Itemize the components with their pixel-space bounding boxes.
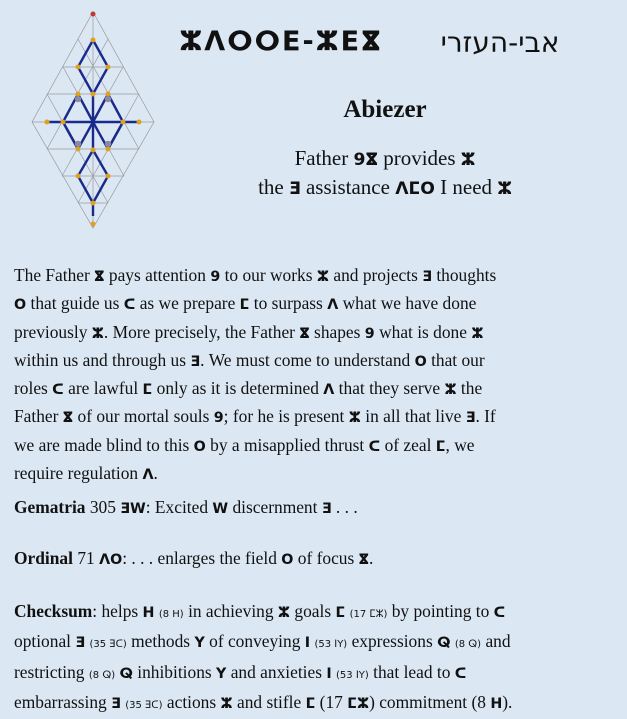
checksum-line (14, 598, 619, 628)
text: inhibitions (137, 661, 212, 682)
paleo-glyph: H (142, 605, 155, 621)
text: within us and through us (14, 349, 186, 370)
ordinal-number: 71 (77, 548, 95, 568)
paleo-glyph: 9ⴵ (353, 150, 378, 170)
commentary-paragraph (14, 262, 614, 488)
paleo-glyph: ⵣ (471, 325, 484, 342)
paleo-glyph: ⴷO (99, 552, 123, 568)
text: actions (166, 691, 217, 712)
paleo-glyph: ⵣ (91, 325, 104, 342)
note: (8 ⵕ) (454, 639, 482, 651)
text: . (368, 548, 374, 568)
text: and stifle (236, 691, 302, 712)
text: only as it is determined (156, 378, 319, 399)
paleo-glyph: ⴺ (288, 179, 301, 199)
paleo-glyph: ⴺW (120, 501, 146, 517)
paleo-glyph: ⴷ (142, 467, 154, 484)
paleo-glyph: ⴺ (111, 695, 121, 712)
paleo-glyph: ⵣ (460, 150, 476, 170)
text: and anxieties (230, 661, 322, 682)
text: by pointing to (391, 601, 490, 621)
paleo-glyph: O (414, 353, 427, 370)
text: embarrassing (14, 691, 107, 712)
tagline (160, 145, 610, 203)
gematria-label: Gematria (14, 497, 86, 517)
text: , we (445, 434, 475, 455)
paleo-glyph: ⵕ (119, 665, 133, 682)
paleo-glyph: ⴵ (299, 325, 310, 342)
checksum-line (14, 659, 619, 689)
paleo-glyph: ⵏ (326, 665, 332, 682)
paleo-glyph: ⵎ (435, 438, 446, 455)
paragraph-line (14, 347, 614, 375)
paleo-glyph: ⵣ (316, 269, 329, 285)
paleo-glyph: ⴺ (422, 269, 432, 285)
paleo-glyph: ⴺ (75, 635, 86, 652)
text: what is done (379, 321, 467, 342)
checksum-section (14, 598, 619, 719)
checksum-label: Checksum (14, 601, 93, 621)
paleo-glyph: ⵣ (497, 179, 512, 199)
hebrew-title: אבי-העזרי (440, 26, 560, 59)
paleo-glyph: ⴵ (62, 410, 74, 427)
text: The Father (14, 265, 90, 285)
text: roles (14, 378, 48, 399)
text: in achieving (188, 601, 274, 621)
paleo-glyph: ⴵ (358, 552, 369, 568)
text: the (460, 378, 483, 399)
paleo-glyph: ᑕ (123, 297, 136, 314)
text: are lawful (68, 378, 139, 399)
text: of our mortal souls (77, 406, 210, 427)
name-title: Abiezer (343, 96, 427, 123)
paleo-glyph: ⵣ (444, 382, 457, 399)
ordinal-section (14, 545, 619, 573)
text: : . . . enlarges the field (122, 548, 277, 568)
text: ; for he is present (223, 406, 345, 427)
paleo-glyph: 9 (364, 325, 375, 342)
text: what we have done (342, 293, 477, 314)
text: . (153, 463, 158, 484)
paleo-glyph: Y (216, 665, 227, 682)
paleo-glyph: ⴵ (94, 269, 105, 285)
text: Father (294, 146, 349, 170)
text: . More precisely, the Father (103, 321, 295, 342)
paleo-glyph: ⵏ (304, 635, 311, 652)
paleo-glyph: ⴺ (465, 410, 476, 427)
text: . . . (335, 497, 358, 517)
text: the (258, 175, 284, 199)
paleo-glyph: W (212, 501, 229, 517)
text: Father (14, 406, 59, 427)
text: : Excited (145, 497, 209, 517)
text: in all that live (365, 406, 462, 427)
text: optional (14, 631, 71, 652)
paragraph-line (14, 290, 614, 318)
paragraph-line (14, 432, 614, 460)
paleo-glyph: ⵎ (305, 695, 316, 712)
paleo-glyph: ᑕ (454, 665, 467, 682)
text: previously (14, 321, 88, 342)
paleo-glyph: ᑕ (52, 382, 64, 399)
paleo-glyph: ⴷ (323, 382, 335, 399)
diamond-lattice-diagram (30, 10, 156, 230)
paleo-glyph: H (490, 695, 503, 712)
paragraph-line (14, 262, 614, 290)
text: by a misapplied thrust (210, 434, 365, 455)
text: pays attention (108, 265, 206, 285)
paleo-glyph: ⴺ (190, 353, 201, 370)
note: (35 ⴺᑕ) (125, 699, 163, 711)
paleo-glyph: O (281, 552, 294, 568)
paleo-glyph: ⴷⵎO (395, 179, 435, 199)
text: to surpass (253, 293, 323, 314)
text: shapes (314, 321, 361, 342)
tagline-line-2 (160, 174, 610, 203)
paleo-glyph: O (14, 297, 27, 314)
paleo-glyph: ⵎ (142, 382, 153, 399)
text: to our works (224, 265, 313, 285)
note: (8 H) (158, 609, 184, 620)
gematria-section (14, 494, 619, 522)
paleo-glyph: ᑕ (368, 438, 381, 455)
paleo-glyph: ⵎ (335, 605, 346, 621)
paragraph-line (14, 319, 614, 347)
text: of conveying (209, 631, 301, 652)
paleo-glyph: ⵕ (437, 635, 451, 652)
text: (17 (319, 691, 343, 712)
text: we are made blind to this (14, 434, 190, 455)
note: (53 ⵏY) (314, 639, 348, 651)
text: as we prepare (139, 293, 236, 314)
text: thoughts (436, 265, 497, 285)
paleo-glyph: ⵎ (239, 297, 250, 314)
text: of zeal (384, 434, 432, 455)
paleo-glyph: Y (194, 635, 205, 652)
text: methods (131, 631, 191, 652)
text: ) commitment (8 (369, 691, 486, 712)
paleo-hebrew-title: ⵣⴷⵔⵔⴹ‐ⵣⴹⴵ (179, 26, 383, 57)
text: : helps (92, 601, 139, 621)
checksum-line (14, 628, 619, 658)
note: (35 ⴺᑕ) (89, 639, 127, 651)
paleo-glyph: ⵎⵣ (347, 695, 370, 712)
paragraph-line (14, 375, 614, 403)
paleo-glyph: 9 (213, 410, 224, 427)
gematria-line (14, 494, 619, 522)
paleo-glyph: ᑕ (493, 605, 506, 621)
text: . If (475, 406, 496, 427)
text: that our (431, 349, 485, 370)
text: of focus (297, 548, 355, 568)
text: provides (383, 146, 456, 170)
text: that guide us (30, 293, 120, 314)
text: expressions (351, 631, 433, 652)
paleo-glyph: ⵣ (277, 605, 291, 621)
tagline-line-1 (160, 145, 610, 174)
note: (53 ⵏY) (336, 669, 369, 681)
text: goals (294, 601, 332, 621)
text: that lead to (373, 661, 451, 682)
text: that they serve (338, 378, 441, 399)
ordinal-line (14, 545, 619, 573)
checksum-line (14, 689, 619, 719)
paleo-glyph: 9 (210, 269, 221, 285)
paleo-glyph: ⵣ (348, 410, 361, 427)
text: restricting (14, 661, 85, 682)
note: (8 ⵕ) (88, 669, 116, 681)
paleo-glyph: O (193, 438, 206, 455)
text: . We must come to understand (200, 349, 411, 370)
text: assistance (305, 175, 390, 199)
text: ). (502, 691, 513, 712)
text: and (485, 631, 511, 652)
gematria-number: 305 (89, 497, 116, 517)
paragraph-line (14, 403, 614, 431)
text: and projects (333, 265, 418, 285)
paragraph-line (14, 460, 614, 488)
paleo-glyph: ⴺ (321, 501, 332, 517)
ordinal-label: Ordinal (14, 548, 73, 568)
paleo-glyph: ⵣ (220, 695, 233, 712)
text: I need (440, 175, 493, 199)
text: discernment (232, 497, 318, 517)
paleo-glyph: ⴷ (327, 297, 339, 314)
text: require regulation (14, 463, 139, 484)
note: (17 ⵎⵣ) (349, 609, 388, 620)
